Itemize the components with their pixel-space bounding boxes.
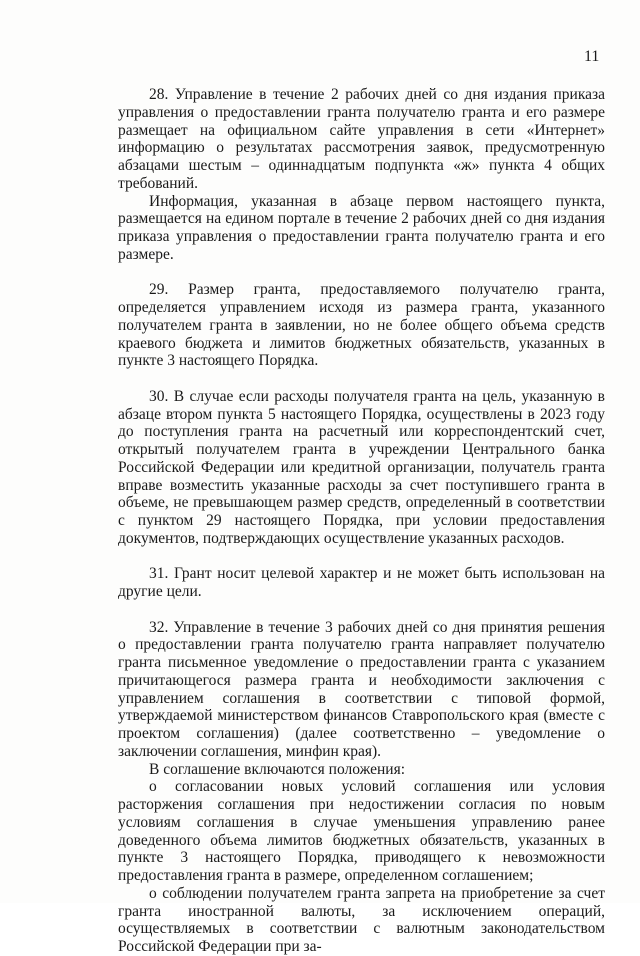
paragraph-29: 29. Размер гранта, предоставляемого получателю гранта, определяется управлением исходя из размера гранта, указанного получателем гранта в заявлении, но не более общего объема средств краевого бюджета и лимитов бюджетных обязательств, указанных в пункте 3 настоящего Порядка.	[118, 281, 605, 370]
document-body	[118, 86, 605, 956]
paragraph-28: 28. Управление в течение 2 рабочих дней со дня издания приказа управления о предоставлении гранта получателю гранта и его размере размещает на официальном сайте управления в сети «Интернет» информацию о результатах рассмотрения заявок, предусмотренную абзацами шестым – одиннадцатым подпункта «ж» пункта 4 общих требований.	[118, 86, 605, 192]
page-number: 11	[584, 48, 600, 65]
paragraph-32-provisions-intro: В соглашение включаются положения:	[149, 760, 406, 778]
paragraph-32-provision-1: о согласовании новых условий соглашения или условия расторжения соглашения при недостижении согласия по новым условиям соглашения в случае уменьшения управлению ранее доведенного объема лимитов бюджетных обязательств, указанных в пункте 3 настоящего Порядка, приводящего к невозможности предоставления гранта в размере, определенном соглашением;	[118, 778, 605, 884]
paragraph-31: 31. Грант носит целевой характер и не может быть использован на другие цели.	[118, 565, 605, 600]
paragraph-30: 30. В случае если расходы получателя гранта на цель, указанную в абзаце втором пункта 5 настоящего Порядка, осуществлены в 2023 году до поступления гранта на расчетный или корреспондентский счет, открытый получателем гранта в учреждении Центрального банка Российской Федерации или кредитной организации, получатель гранта вправе возместить указанные расходы за счет поступившего гранта в объеме, не превышающем размер средств, определенный в соответствии с пунктом 29 настоящего Порядка, при условии предоставления документов, подтверждающих осуществление указанных расходов.	[118, 387, 605, 547]
paragraph-28-info: Информация, указанная в абзаце первом настоящего пункта, размещается на едином портале в течение 2 рабочих дней со дня издания приказа управления о предоставлении гранта получателю гранта и его размере.	[118, 192, 605, 263]
paragraph-32-provision-2: о соблюдении получателем гранта запрета на приобретение за счет гранта иностранной валюты, за исключением операций, осуществляемых в соответствии с валютным законодательством Российской Федерации при за-	[118, 884, 605, 955]
paragraph-32: 32. Управление в течение 3 рабочих дней со дня принятия решения о предоставлении гранта получателю гранта направляет получателю гранта письменное уведомление о предоставлении гранта с указанием причитающегося размера гранта и необходимости заключения с управлением соглашения в соответствии с типовой формой, утверждаемой министерством финансов Ставропольского края (вместе с проектом соглашения) (далее соответственно – уведомление о заключении соглашения, минфин края).	[118, 618, 605, 760]
